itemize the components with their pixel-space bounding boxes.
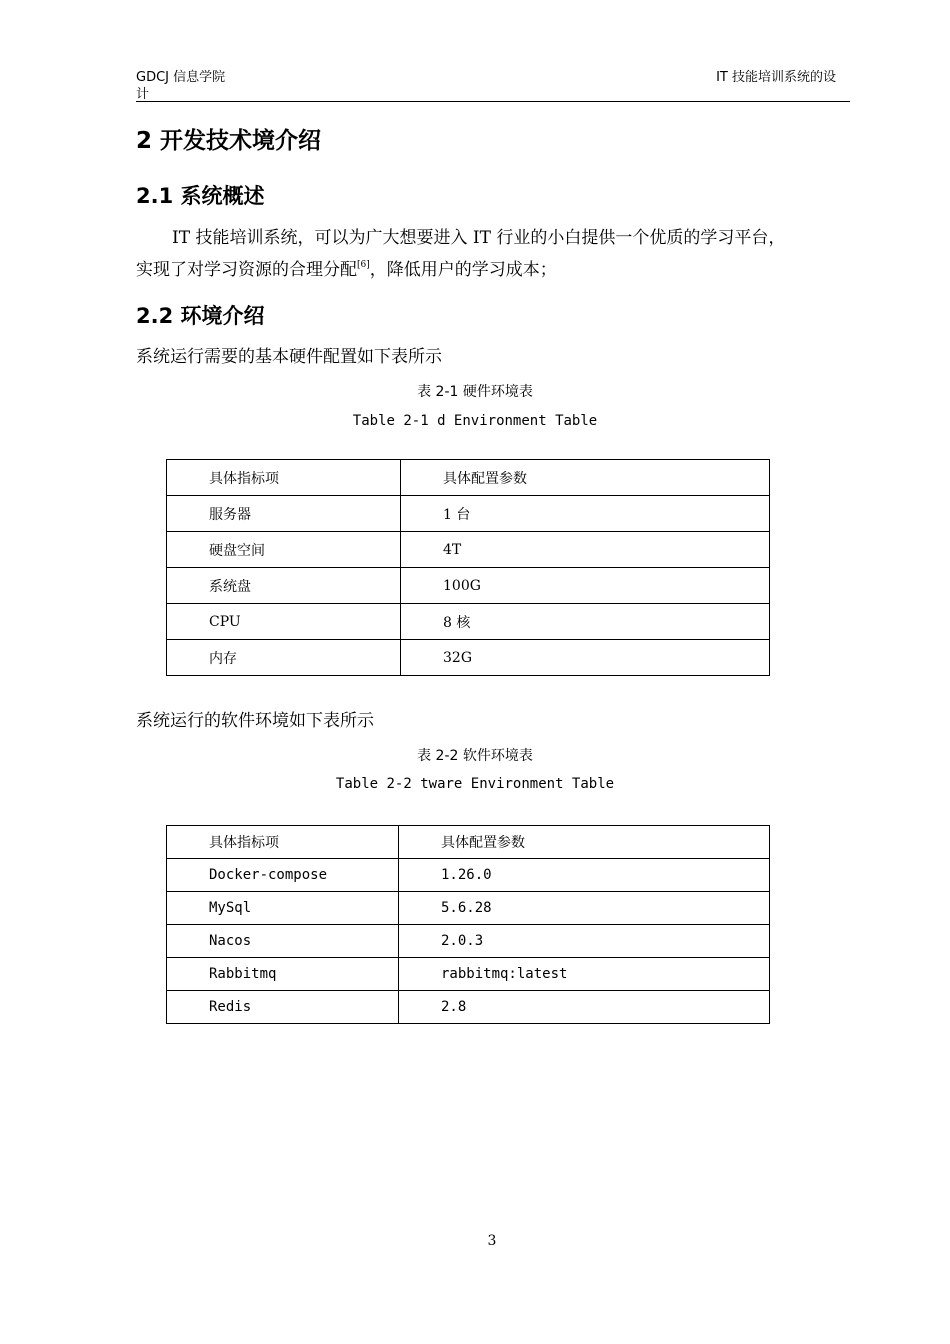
table-row (167, 532, 770, 568)
table-cell: MySql (167, 892, 399, 925)
table-cell: 32G (401, 640, 770, 676)
table-cell: 1.26.0 (399, 859, 770, 892)
header-rule (136, 101, 850, 102)
table-row (167, 991, 770, 1024)
table-header-cell: 具体指标项 (167, 826, 399, 859)
table-row (167, 892, 770, 925)
header-right: IT 技能培训系统的设 (716, 70, 836, 85)
table-header-cell: 具体配置参数 (399, 826, 770, 859)
table-cell: 8 核 (401, 604, 770, 640)
table-row (167, 859, 770, 892)
table-cell: 内存 (167, 640, 401, 676)
table-cell: Nacos (167, 925, 399, 958)
section-title-2-1: 2.1 系统概述 (136, 184, 265, 208)
software-table (166, 825, 770, 1024)
table-cell: 系统盘 (167, 568, 401, 604)
section-2-1-paragraph (136, 222, 866, 286)
table-cell: 100G (401, 568, 770, 604)
table-cell: 5.6.28 (399, 892, 770, 925)
chapter-title: 2 开发技术境介绍 (136, 128, 322, 154)
table-header-cell: 具体配置参数 (401, 460, 770, 496)
table1-caption-cn: 表 2-1 硬件环境表 (417, 384, 533, 400)
paragraph-line-2 (136, 254, 866, 286)
paragraph-line-2-text: 实现了对学习资源的合理分配 (136, 260, 357, 280)
table-cell: 硬盘空间 (167, 532, 401, 568)
header-left-line2: 计 (136, 87, 150, 102)
table-row (167, 958, 770, 991)
table2-caption-en: Table 2-2 tware Environment Table (335, 776, 615, 792)
table-cell: CPU (167, 604, 401, 640)
table-cell: Redis (167, 991, 399, 1024)
table-row (167, 640, 770, 676)
table1-caption-en: Table 2-1 d Environment Table (352, 413, 598, 429)
table-row (167, 604, 770, 640)
header-left (136, 69, 225, 103)
hardware-table (166, 459, 770, 676)
section-title-2-2: 2.2 环境介绍 (136, 304, 265, 328)
table-header-row (167, 460, 770, 496)
table-cell: 服务器 (167, 496, 401, 532)
table-header-cell: 具体指标项 (167, 460, 401, 496)
table-cell: Rabbitmq (167, 958, 399, 991)
software-intro: 系统运行的软件环境如下表所示 (136, 711, 374, 731)
table-row (167, 496, 770, 532)
paragraph-line-1: IT 技能培训系统，可以为广大想要进入 IT 行业的小白提供一个优质的学习平台， (172, 228, 786, 248)
table-cell: 1 台 (401, 496, 770, 532)
header-left-line1: GDCJ 信息学院 (136, 70, 226, 85)
hardware-intro: 系统运行需要的基本硬件配置如下表所示 (136, 347, 442, 367)
table-cell: Docker-compose (167, 859, 399, 892)
paragraph-line-2-tail: ，降低用户的学习成本； (369, 260, 557, 280)
table-cell: 2.0.3 (399, 925, 770, 958)
table2-caption-cn: 表 2-2 软件环境表 (417, 748, 533, 764)
citation-ref[interactable]: [6] (357, 260, 370, 270)
table-cell: 4T (401, 532, 770, 568)
table-row (167, 925, 770, 958)
table-cell: 2.8 (399, 991, 770, 1024)
table-header-row (167, 826, 770, 859)
page-number: 3 (487, 1233, 497, 1249)
table-row (167, 568, 770, 604)
table-cell: rabbitmq:latest (399, 958, 770, 991)
